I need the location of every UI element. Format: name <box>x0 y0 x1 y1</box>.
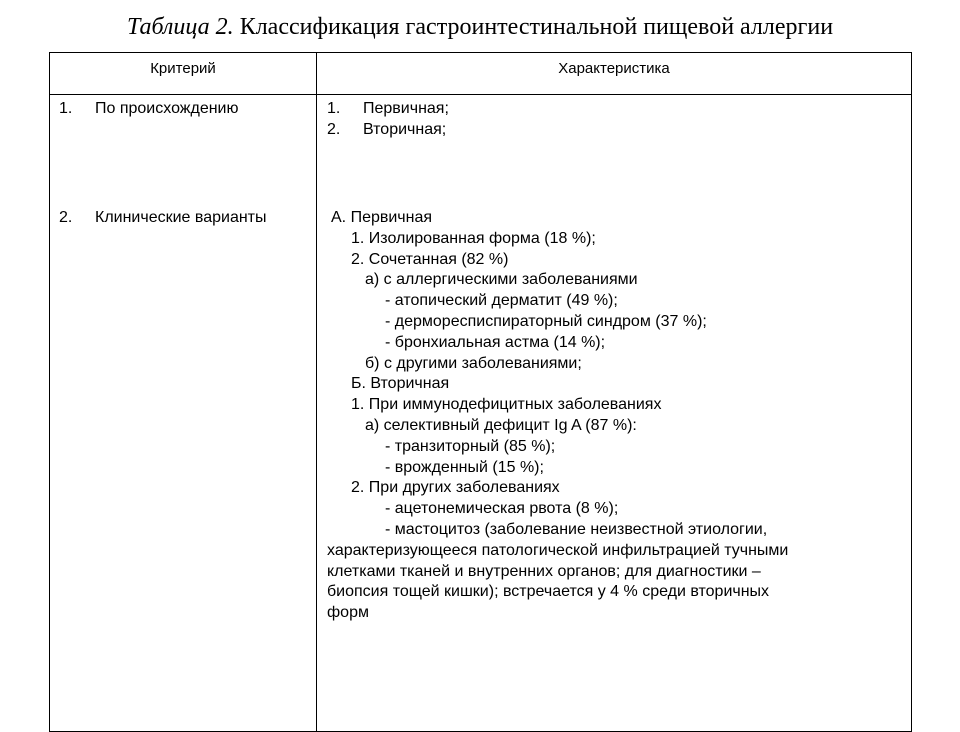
variant-line: - транзиторный (85 %); <box>385 437 556 455</box>
variant-line: форм <box>327 604 369 622</box>
table-title <box>0 12 960 42</box>
variant-line: - атопический дерматит (49 %); <box>385 292 618 310</box>
variant-line: - ацетонемическая рвота (8 %); <box>385 500 619 518</box>
variant-line: - дерморесписпираторный синдром (37 %); <box>385 313 707 330</box>
origin-label: Первичная; <box>363 100 449 117</box>
header-criterion: Критерий <box>150 60 216 77</box>
variant-line: 2. Сочетанная (82 %) <box>351 250 509 268</box>
criterion-label: Клинические варианты <box>95 209 267 226</box>
variant-line: 1. Изолированная форма (18 %); <box>351 229 596 247</box>
criterion-number: 2. <box>59 209 73 226</box>
origin-number: 2. <box>327 120 341 138</box>
variant-line: а) с аллергическими заболеваниями <box>365 271 638 289</box>
variant-line: А. Первичная <box>331 209 433 226</box>
classification-table <box>49 52 912 732</box>
criterion-clinical-variants <box>50 208 316 229</box>
criterion-label: По происхождению <box>95 100 239 117</box>
variant-line: клетками тканей и внутренних органов; для диагностики – <box>327 562 761 580</box>
header-characteristic: Характеристика <box>558 60 670 77</box>
variant-line: - врожденный (15 %); <box>385 458 544 476</box>
variant-line: б) с другими заболеваниями; <box>365 354 582 372</box>
origin-label: Вторичная; <box>363 120 447 138</box>
criterion-number: 1. <box>59 100 73 117</box>
variant-line: а) селективный дефицит Ig A (87 %): <box>365 417 637 434</box>
column-divider <box>316 53 317 731</box>
variant-line: Б. Вторичная <box>351 375 450 393</box>
table-caption: Классификация гастроинтестинальной пищевой аллергии <box>239 14 834 40</box>
criterion-origin <box>50 99 316 120</box>
origin-number: 1. <box>327 100 341 117</box>
variant-line: - мастоцитоз (заболевание неизвестной этиологии, <box>385 521 768 538</box>
variant-line: биопсия тощей кишки); встречается у 4 % среди вторичных <box>327 583 770 601</box>
variant-line: - бронхиальная астма (14 %); <box>385 333 606 351</box>
variant-line: 1. При иммунодефицитных заболеваниях <box>351 396 662 414</box>
variant-line: характеризующееся патологической инфильтрацией тучными <box>327 541 789 559</box>
table-number: Таблица 2. <box>126 14 234 40</box>
header-divider <box>50 94 911 95</box>
variant-line: 2. При других заболеваниях <box>351 479 560 497</box>
